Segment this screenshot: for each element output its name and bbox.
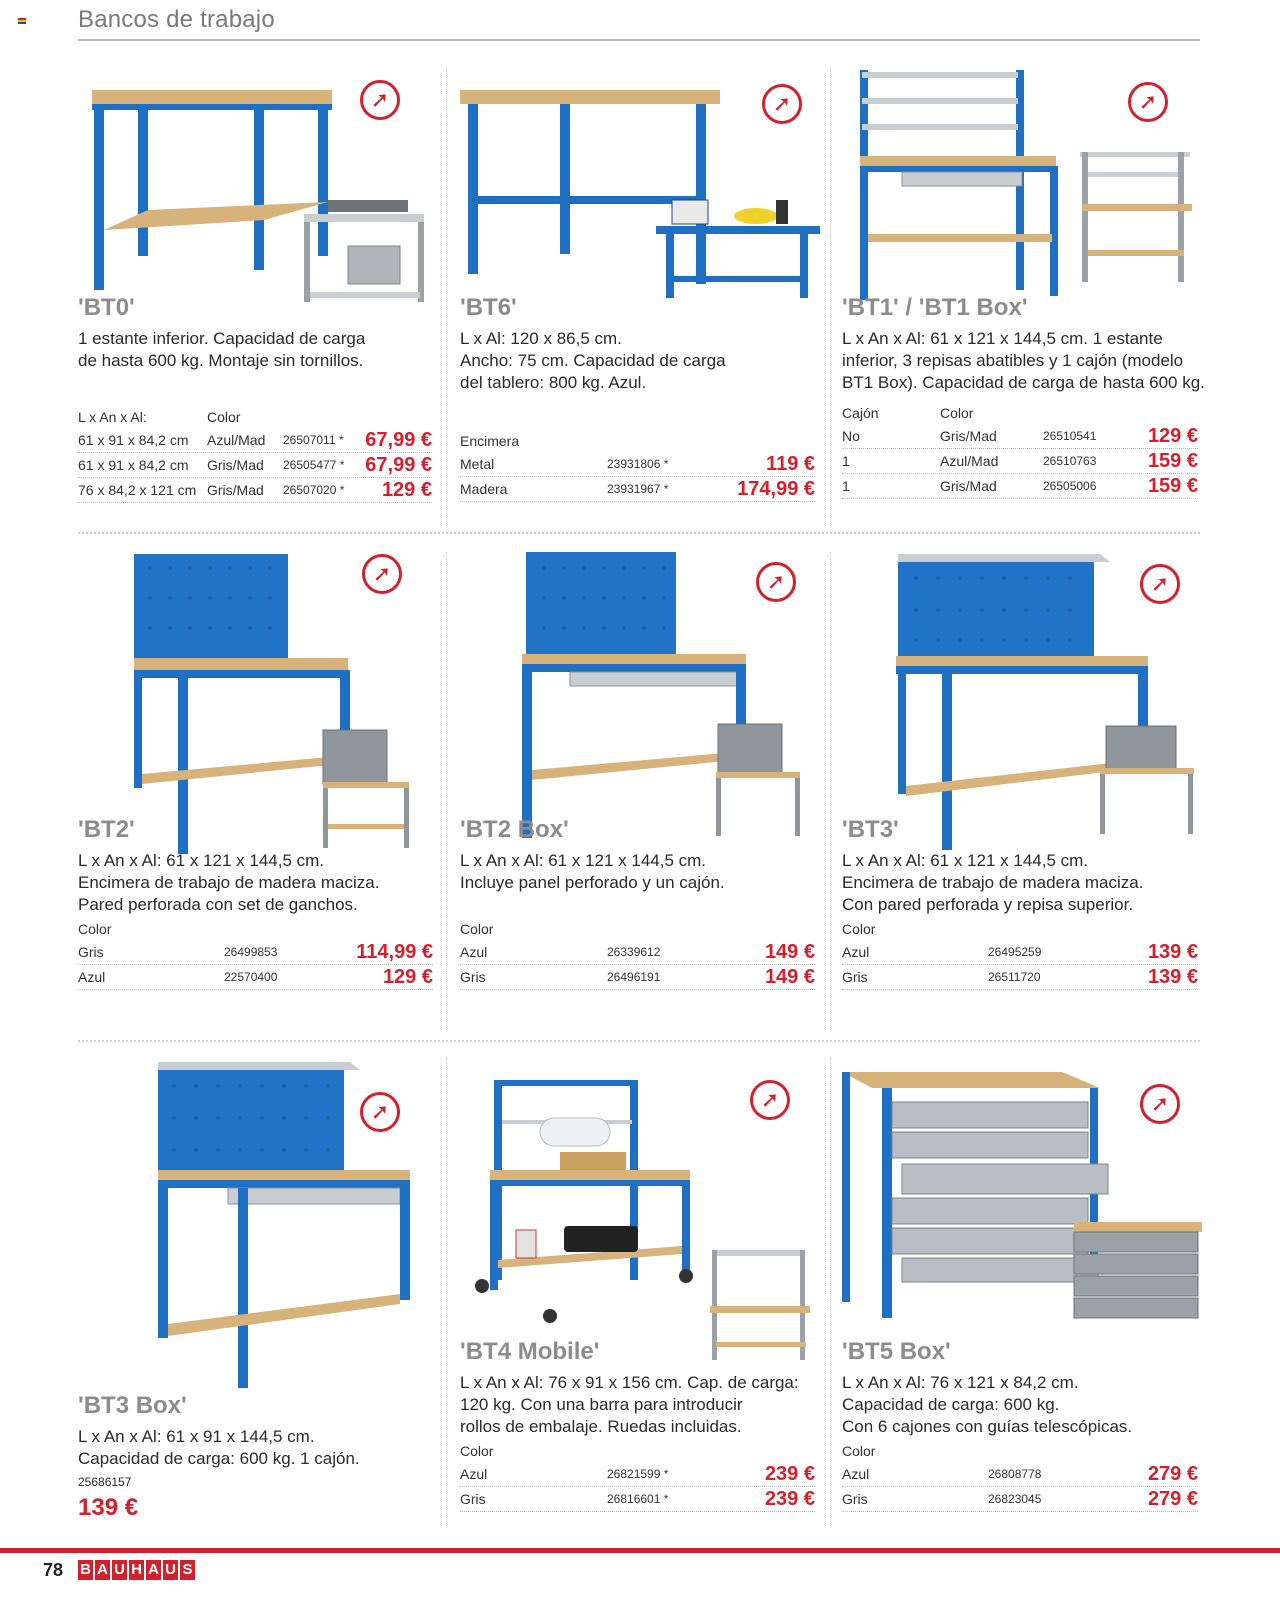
bauhaus-logo[interactable]: B A U H A U S bbox=[78, 1560, 195, 1580]
share-arrow-icon[interactable]: ➚ bbox=[762, 84, 802, 124]
table-row: Gris 26511720 139 € bbox=[842, 966, 1198, 988]
table-row: Gris 26496191 149 € bbox=[460, 966, 815, 988]
table-row: 61 x 91 x 84,2 cm Gris/Mad 26505477 * 67,99 € bbox=[78, 454, 432, 476]
price-table: Cajón Color No Gris/Mad 26510541 129 € 1 Azul/Mad 26510763 159 € 1 Gris/Mad 26505006 159 € bbox=[842, 405, 1198, 497]
product-card-bt2-box bbox=[460, 546, 828, 1026]
product-description: L x An x Al: 61 x 121 x 144,5 cm. Encimera de trabajo de madera maciza. Con pared perforada y repisa superior. bbox=[842, 851, 1144, 914]
table-row: 1 Gris/Mad 26505006 159 € bbox=[842, 475, 1198, 497]
product-description: L x An x Al: 61 x 91 x 144,5 cm. Capacidad de carga: 600 kg. 1 cajón. bbox=[78, 1427, 360, 1468]
product-card-bt5-box bbox=[842, 1054, 1210, 1534]
price-table: Color Azul 26495259 139 € Gris 26511720 139 € bbox=[842, 921, 1198, 988]
share-arrow-icon[interactable]: ➚ bbox=[1140, 1084, 1180, 1124]
product-description: L x An x Al: 61 x 121 x 144,5 cm. Encimera de trabajo de madera maciza. Pared perforada con set de ganchos. bbox=[78, 851, 380, 914]
price-table: Color Azul 26808778 279 € Gris 26823045 279 € bbox=[842, 1443, 1198, 1510]
price-table: L x An x Al: Color 61 x 91 x 84,2 cm Azul/Mad 26507011 * 67,99 € 61 x 91 x 84,2 cm Gris/Mad 26505477 * 67,99 € 76 x 84,2 x 121 cm Gris/Mad 26507020 * 129 € bbox=[78, 409, 432, 501]
flag-icon bbox=[18, 18, 26, 24]
column-divider bbox=[446, 68, 447, 530]
product-name: 'BT5 Box' bbox=[842, 1338, 951, 1365]
product-card-bt6 bbox=[460, 60, 828, 530]
price-table: Encimera Metal 23931806 * 119 € Madera 23931967 * 174,99 € bbox=[460, 433, 815, 500]
column-divider bbox=[830, 552, 831, 1032]
page-title: Bancos de trabajo bbox=[78, 6, 275, 33]
column-divider bbox=[830, 68, 831, 530]
table-row: Azul 26339612 149 € bbox=[460, 941, 815, 963]
product-description: L x Al: 120 x 86,5 cm. Ancho: 75 cm. Capacidad de carga del tablero: 800 kg. Azul. bbox=[460, 329, 726, 392]
row-divider bbox=[78, 1040, 1200, 1042]
product-description: L x An x Al: 76 x 91 x 156 cm. Cap. de carga: 120 kg. Con una barra para introducir rollos de embalaje. Ruedas incluidas. bbox=[460, 1373, 799, 1436]
product-card-bt0 bbox=[78, 60, 446, 530]
product-description: L x An x Al: 61 x 121 x 144,5 cm. 1 estante inferior, 3 repisas abatibles y 1 cajón (modelo BT1 Box). Capacidad de carga de hasta 600 kg. bbox=[842, 329, 1205, 392]
table-row: Azul 22570400 129 € bbox=[78, 966, 433, 988]
price-table: Color Azul 26821599 * 239 € Gris 26816601 * 239 € bbox=[460, 1443, 815, 1510]
column-divider bbox=[446, 552, 447, 1032]
product-name: 'BT4 Mobile' bbox=[460, 1338, 600, 1365]
table-row: Gris 26823045 279 € bbox=[842, 1488, 1198, 1510]
table-row: No Gris/Mad 26510541 129 € bbox=[842, 425, 1198, 447]
footer-rule bbox=[0, 1548, 1280, 1553]
price-table: Color Gris 26499853 114,99 € Azul 22570400 129 € bbox=[78, 921, 433, 988]
table-row: 76 x 84,2 x 121 cm Gris/Mad 26507020 * 129 € bbox=[78, 479, 432, 501]
table-row: Metal 23931806 * 119 € bbox=[460, 453, 815, 475]
table-row: Azul 26821599 * 239 € bbox=[460, 1463, 815, 1485]
product-card-bt1 bbox=[842, 60, 1210, 530]
product-code: 25686157 bbox=[78, 1475, 132, 1489]
table-row: Azul 26495259 139 € bbox=[842, 941, 1198, 963]
row-divider bbox=[78, 532, 1200, 534]
table-row: Gris 26816601 * 239 € bbox=[460, 1488, 815, 1510]
table-row: 61 x 91 x 84,2 cm Azul/Mad 26507011 * 67,99 € bbox=[78, 429, 432, 451]
share-arrow-icon[interactable]: ➚ bbox=[360, 80, 400, 120]
product-name: 'BT3 Box' bbox=[78, 1392, 187, 1419]
page-number: 78 bbox=[43, 1560, 64, 1580]
product-description: 1 estante inferior. Capacidad de carga de hasta 600 kg. Montaje sin tornillos. bbox=[78, 329, 366, 370]
product-card-bt4-mobile bbox=[460, 1054, 828, 1534]
product-name: 'BT6' bbox=[460, 294, 517, 321]
product-name: 'BT1' / 'BT1 Box' bbox=[842, 294, 1028, 321]
product-description: L x An x Al: 61 x 121 x 144,5 cm. Incluye panel perforado y un cajón. bbox=[460, 851, 725, 892]
table-row: Madera 23931967 * 174,99 € bbox=[460, 478, 815, 500]
product-image[interactable] bbox=[78, 554, 446, 854]
table-row: 1 Azul/Mad 26510763 159 € bbox=[842, 450, 1198, 472]
product-description: L x An x Al: 76 x 121 x 84,2 cm. Capacidad de carga: 600 kg. Con 6 cajones con guías telescópicas. bbox=[842, 1373, 1133, 1436]
price-table: Color Azul 26339612 149 € Gris 26496191 149 € bbox=[460, 921, 815, 988]
product-name: 'BT2' bbox=[78, 816, 135, 843]
product-name: 'BT0' bbox=[78, 294, 135, 321]
column-divider bbox=[446, 1058, 447, 1528]
product-price: 139 € bbox=[78, 1494, 139, 1521]
share-arrow-icon[interactable]: ➚ bbox=[360, 1092, 400, 1132]
share-arrow-icon[interactable]: ➚ bbox=[362, 554, 402, 594]
product-card-bt3-box bbox=[78, 1054, 446, 1534]
column-divider bbox=[830, 1058, 831, 1528]
product-image[interactable] bbox=[460, 1080, 828, 1370]
title-divider bbox=[78, 39, 1200, 41]
table-row: Gris 26499853 114,99 € bbox=[78, 941, 433, 963]
table-row: Azul 26808778 279 € bbox=[842, 1463, 1198, 1485]
share-arrow-icon[interactable]: ➚ bbox=[1140, 564, 1180, 604]
product-card-bt3 bbox=[842, 546, 1210, 1026]
share-arrow-icon[interactable]: ➚ bbox=[1128, 82, 1168, 122]
product-name: 'BT2 Box' bbox=[460, 816, 569, 843]
share-arrow-icon[interactable]: ➚ bbox=[756, 562, 796, 602]
share-arrow-icon[interactable]: ➚ bbox=[750, 1080, 790, 1120]
product-name: 'BT3' bbox=[842, 816, 899, 843]
product-card-bt2 bbox=[78, 546, 446, 1026]
